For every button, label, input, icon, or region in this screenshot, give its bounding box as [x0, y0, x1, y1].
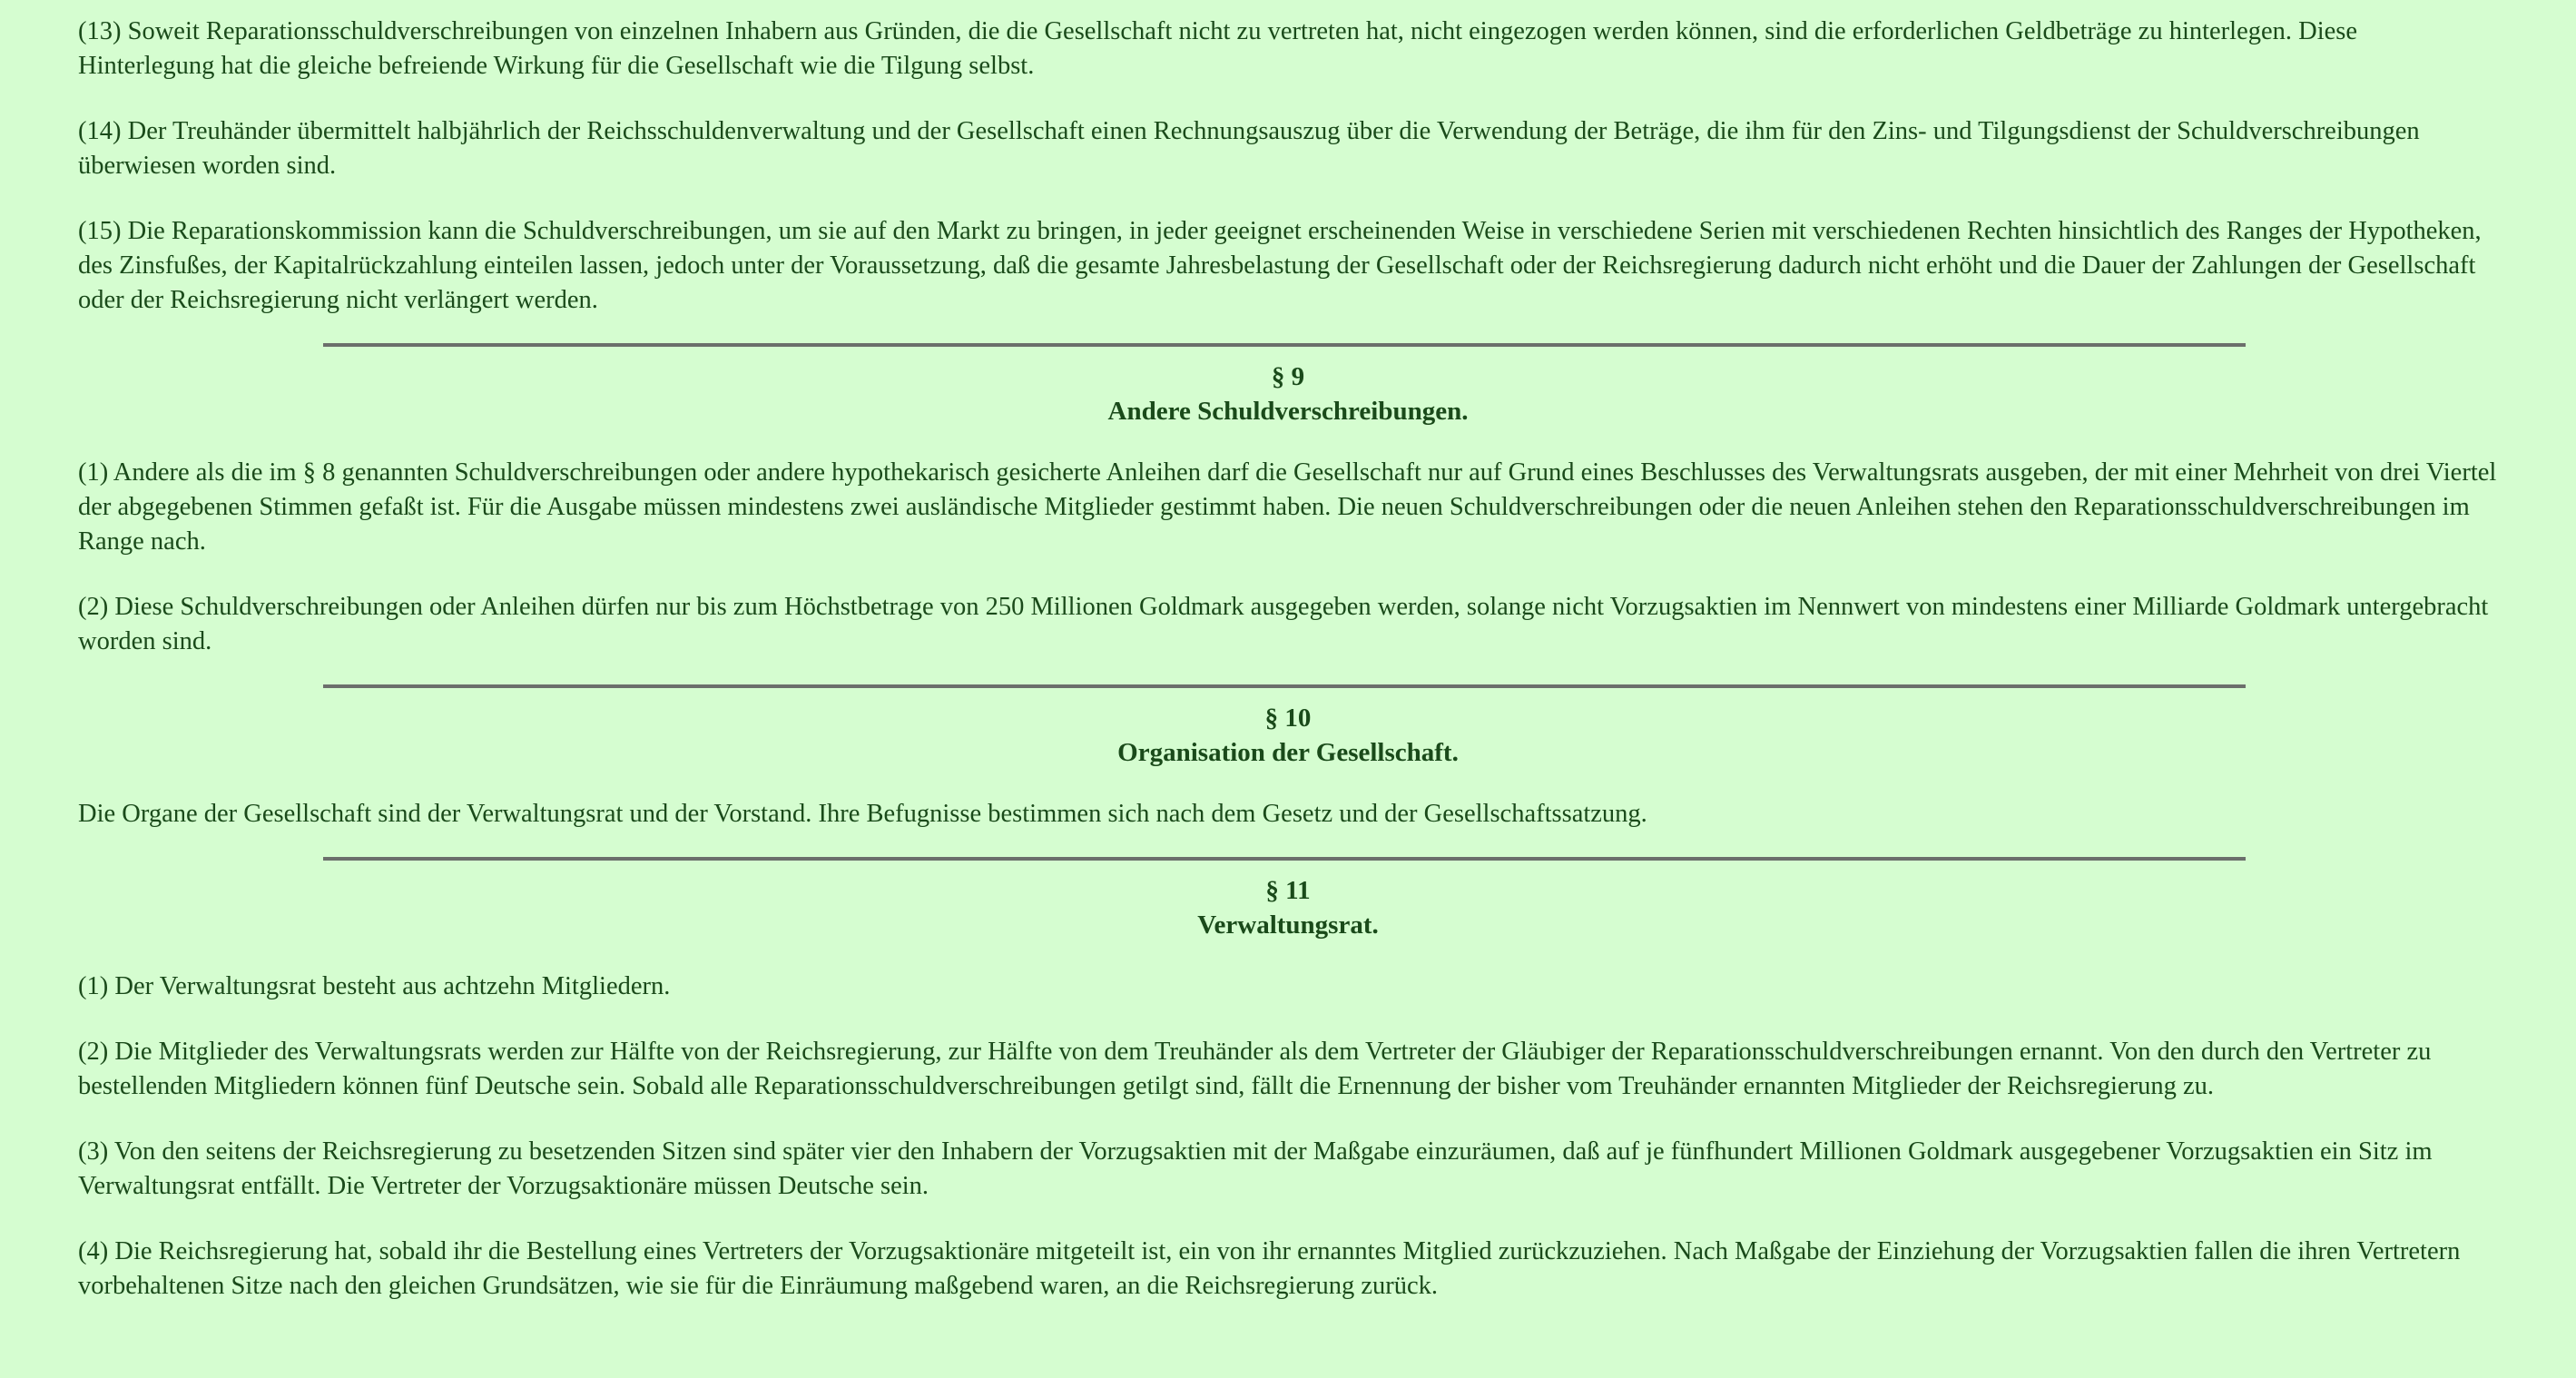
- section-number: § 9: [1271, 362, 1305, 391]
- section-11-paragraph-1: (1) Der Verwaltungsrat besteht aus achtzehn Mitgliedern.: [78, 972, 671, 1000]
- section-11-paragraph-3: (3) Von den seitens der Reichsregierung zu besetzenden Sitzen sind später vier den Inhabern der Vorzugsaktien mit der Maßgabe einzuräumen, daß auf je fünfhundert Millionen Goldmark ausgegebener Vorzugsaktien ein Sitz im Verwaltungsrat entfällt. Die Vertreter der Vorzugsaktionäre müssen Deutsche sein.: [78, 1137, 2433, 1200]
- section-title: Verwaltungsrat.: [1197, 910, 1379, 940]
- section-title: Organisation der Gesellschaft.: [1117, 738, 1459, 767]
- section-divider: [323, 684, 2246, 688]
- section-heading-10: [78, 701, 2498, 770]
- section-divider: [323, 343, 2246, 347]
- section-number: § 11: [1265, 876, 1311, 905]
- paragraph-13: (13) Soweit Reparationsschuldverschreibungen von einzelnen Inhabern aus Gründen, die die Gesellschaft nicht zu vertreten hat, nicht eingezogen werden können, sind die erforderlichen Geldbeträge zu hinterlegen. Diese Hinterlegung hat die gleiche befreiende Wirkung für die Gesellschaft wie die Tilgung selbst.: [78, 17, 2358, 80]
- section-title: Andere Schuldverschreibungen.: [1107, 397, 1469, 426]
- section-heading-9: [78, 359, 2498, 428]
- paragraph-15: (15) Die Reparationskommission kann die Schuldverschreibungen, um sie auf den Markt zu bringen, in jeder geeignet erscheinenden Weise in verschiedene Serien mit verschiedenen Rechten hinsichtlich des Ranges der Hypotheken, des Zinsfußes, der Kapitalrückzahlung einteilen lassen, jedoch unter der Voraussetzung, daß die gesamte Jahresbelastung der Gesellschaft oder der Reichsregierung dadurch nicht erhöht und die Dauer der Zahlungen der Gesellschaft oder der Reichsregierung nicht verlängert werden.: [78, 217, 2482, 314]
- section-heading-11: [78, 873, 2498, 942]
- paragraph-14: (14) Der Treuhänder übermittelt halbjährlich der Reichsschuldenverwaltung und der Gesellschaft einen Rechnungsauszug über die Verwendung der Beträge, die ihm für den Zins- und Tilgungsdienst der Schuldverschreibungen überwiesen worden sind.: [78, 117, 2420, 180]
- section-9-paragraph-2: (2) Diese Schuldverschreibungen oder Anleihen dürfen nur bis zum Höchstbetrage von 250 Millionen Goldmark ausgegeben werden, solange nicht Vorzugsaktien im Nennwert von mindestens einer Milliarde Goldmark untergebracht worden sind.: [78, 593, 2489, 655]
- section-11-paragraph-2: (2) Die Mitglieder des Verwaltungsrats werden zur Hälfte von der Reichsregierung, zur Hälfte von dem Treuhänder als dem Vertreter der Gläubiger der Reparationsschuldverschreibungen ernannt. Von den durch den Vertreter zu bestellenden Mitgliedern können fünf Deutsche sein. Sobald alle Reparationsschuldverschreibungen getilgt sind, fällt die Ernennung der bisher vom Treuhänder ernannten Mitglieder der Reichsregierung zu.: [78, 1038, 2432, 1100]
- section-10-paragraph-1: Die Organe der Gesellschaft sind der Verwaltungsrat und der Vorstand. Ihre Befugnisse bestimmen sich nach dem Gesetz und der Gesellschaftssatzung.: [78, 800, 1647, 828]
- section-divider: [323, 857, 2246, 861]
- section-number: § 10: [1264, 704, 1312, 733]
- section-11-paragraph-4: (4) Die Reichsregierung hat, sobald ihr die Bestellung eines Vertreters der Vorzugsaktionäre mitgeteilt ist, ein von ihr ernanntes Mitglied zurückzuziehen. Nach Maßgabe der Einziehung der Vorzugsaktien fallen die ihren Vertretern vorbehaltenen Sitze nach den gleichen Grundsätzen, wie sie für die Einräumung maßgebend waren, an die Reichsregierung zurück.: [78, 1237, 2461, 1300]
- section-9-paragraph-1: (1) Andere als die im § 8 genannten Schuldverschreibungen oder andere hypothekarisch gesicherte Anleihen darf die Gesellschaft nur auf Grund eines Beschlusses des Verwaltungsrats ausgeben, der mit einer Mehrheit von drei Viertel der abgegebenen Stimmen gefaßt ist. Für die Ausgabe müssen mindestens zwei ausländische Mitglieder gestimmt haben. Die neuen Schuldverschreibungen oder die neuen Anleihen stehen den Reparationsschuldverschreibungen im Range nach.: [78, 458, 2497, 556]
